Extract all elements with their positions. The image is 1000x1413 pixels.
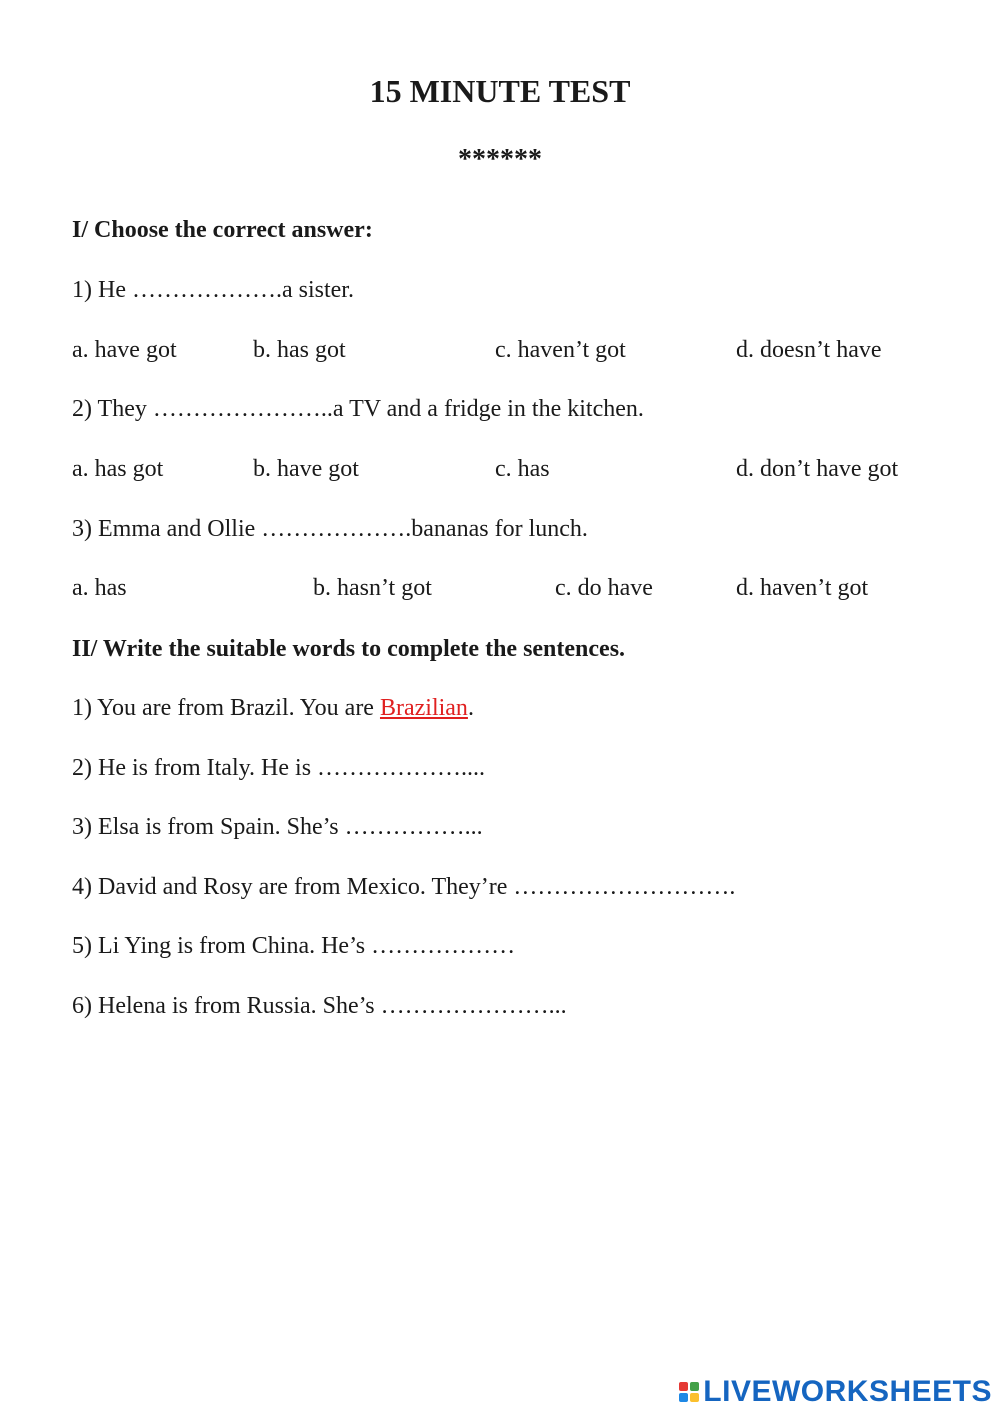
logo-mark-icon xyxy=(679,1382,699,1402)
q3-option-a[interactable]: a. has xyxy=(72,575,127,601)
q2-option-c[interactable]: c. has xyxy=(495,456,550,482)
logo-square-4 xyxy=(690,1393,699,1402)
title-decoration: ****** xyxy=(458,144,542,175)
q1-option-a[interactable]: a. have got xyxy=(72,337,177,363)
logo-text: LIVEWORKSHEETS xyxy=(703,1375,992,1408)
example-answer: Brazilian xyxy=(379,695,468,721)
sentence-6[interactable]: 6) Helena is from Russia. She’s …………………... xyxy=(72,993,567,1019)
question-1: 1) He ……………….a sister. xyxy=(72,277,354,303)
q1-option-b[interactable]: b. has got xyxy=(253,337,346,363)
q1-option-d[interactable]: d. doesn’t have xyxy=(736,337,882,363)
section-2-heading: II/ Write the suitable words to complete the sentences. xyxy=(72,636,626,662)
q2-option-d[interactable]: d. don’t have got xyxy=(736,456,899,482)
q3-option-b[interactable]: b. hasn’t got xyxy=(313,575,432,601)
page-title: 15 MINUTE TEST xyxy=(369,73,631,109)
sentence-5[interactable]: 5) Li Ying is from China. He’s ……………… xyxy=(72,933,516,959)
logo-square-3 xyxy=(679,1393,688,1402)
logo-square-2 xyxy=(690,1382,699,1391)
example-suffix: . xyxy=(467,695,474,721)
q2-option-b[interactable]: b. have got xyxy=(253,456,359,482)
sentence-4[interactable]: 4) David and Rosy are from Mexico. They’re ………………………. xyxy=(72,874,736,900)
sentence-3[interactable]: 3) Elsa is from Spain. She’s ……………... xyxy=(72,814,483,840)
question-3: 3) Emma and Ollie ……………….bananas for lunch. xyxy=(72,516,588,542)
example-sentence xyxy=(72,693,474,723)
q2-option-a[interactable]: a. has got xyxy=(72,456,164,482)
liveworksheets-logo xyxy=(679,1377,992,1407)
section-1-heading: I/ Choose the correct answer: xyxy=(72,217,373,243)
question-2: 2) They …………………..a TV and a fridge in the kitchen. xyxy=(72,396,644,422)
sentence-2[interactable]: 2) He is from Italy. He is ……………….... xyxy=(72,755,486,781)
q3-option-c[interactable]: c. do have xyxy=(555,575,653,601)
q3-option-d[interactable]: d. haven’t got xyxy=(736,575,869,601)
example-prefix: 1) You are from Brazil. You are xyxy=(72,695,380,721)
logo-square-1 xyxy=(679,1382,688,1391)
q1-option-c[interactable]: c. haven’t got xyxy=(495,337,626,363)
